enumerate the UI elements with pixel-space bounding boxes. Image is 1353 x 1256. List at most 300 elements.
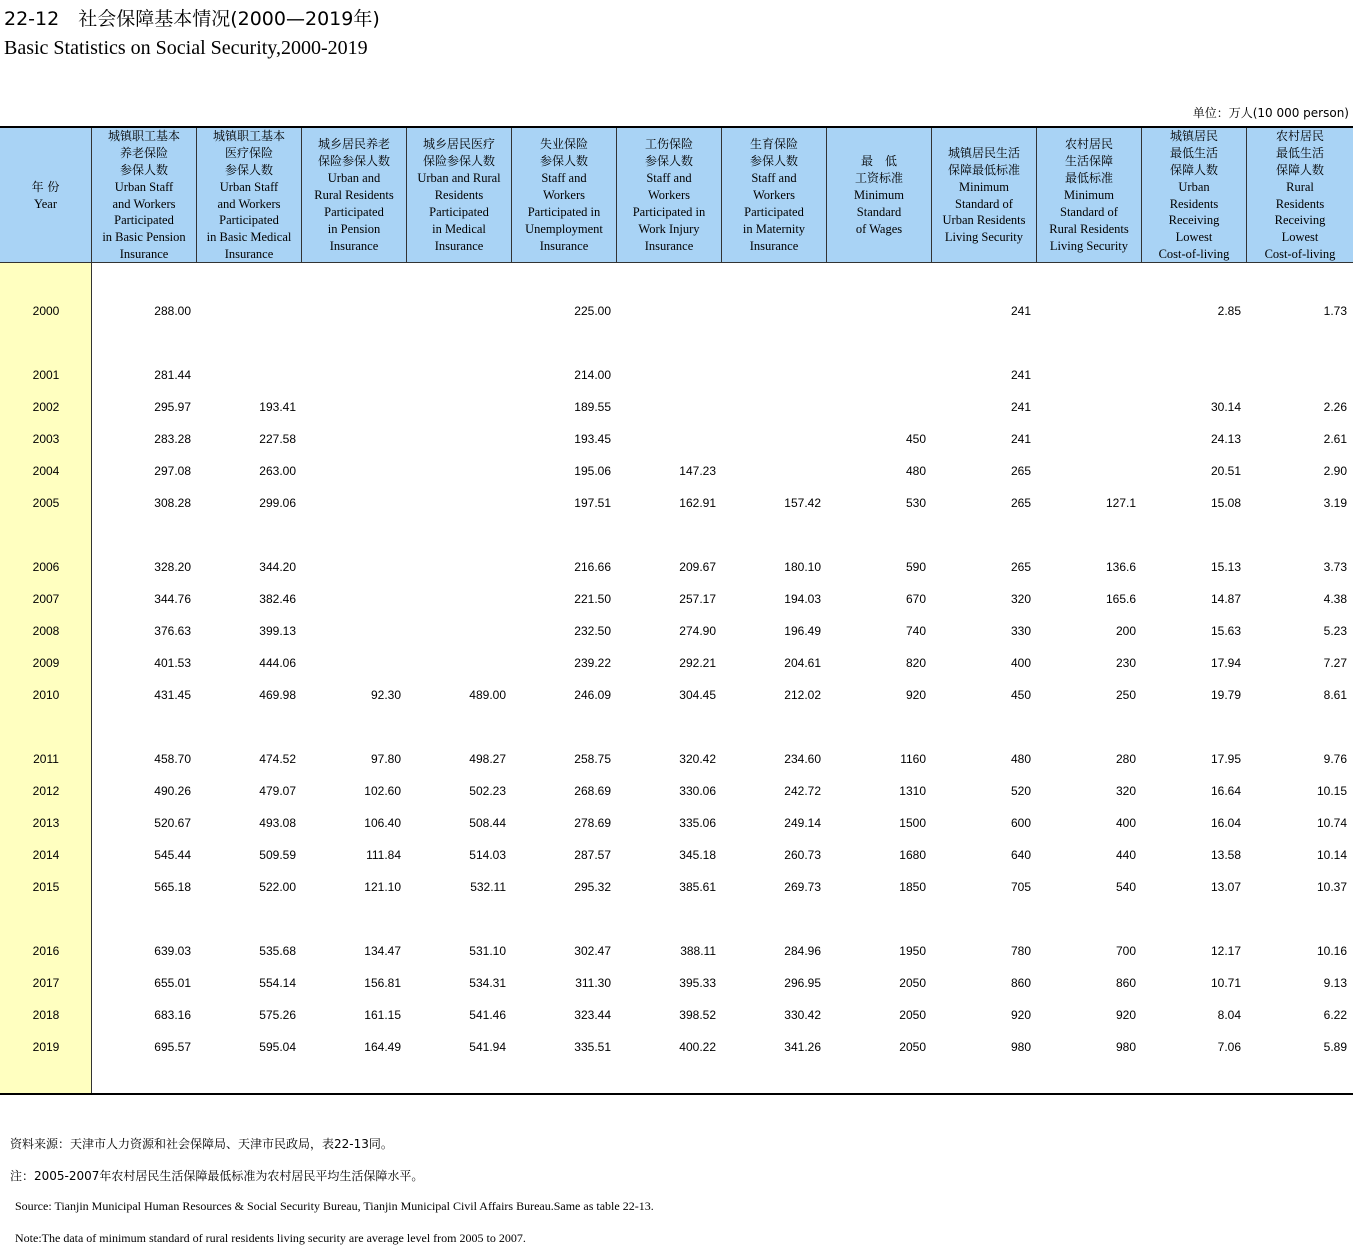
value-cell: 16.04	[1210, 816, 1241, 830]
column-header-5	[512, 128, 617, 263]
header-bottom-rule	[0, 262, 1353, 263]
table-row	[0, 846, 1353, 866]
value-cell: 302.47	[574, 944, 611, 958]
value-cell: 127.1	[1105, 496, 1136, 510]
value-cell: 214.00	[574, 368, 611, 382]
value-cell: 12.17	[1210, 944, 1241, 958]
value-cell: 189.55	[574, 400, 611, 414]
column-header-en-line: Rural	[1286, 179, 1314, 194]
value-cell: 2.61	[1323, 432, 1347, 446]
value-cell: 450	[905, 432, 926, 446]
value-cell: 400.22	[679, 1040, 716, 1054]
year-cell: 2012	[32, 784, 60, 798]
value-cell: 5.23	[1323, 624, 1347, 638]
value-cell: 695.57	[154, 1040, 191, 1054]
value-cell: 241	[1010, 400, 1031, 414]
value-cell: 274.90	[679, 624, 716, 638]
column-header-en-line: Standard	[856, 204, 902, 219]
column-header-en-line: Staff and	[751, 171, 797, 186]
year-cell: 2005	[32, 496, 60, 510]
value-cell: 10.15	[1316, 784, 1347, 798]
value-cell: 295.97	[154, 400, 191, 414]
value-cell: 7.27	[1323, 656, 1347, 670]
column-header-en-line: Insurance	[749, 238, 799, 253]
column-header-zh-line: 生活保障	[1064, 154, 1113, 169]
column-header-zh-line: 生育保险	[749, 137, 798, 152]
value-cell: 10.16	[1316, 944, 1347, 958]
value-cell: 655.01	[154, 976, 191, 990]
value-cell: 541.46	[469, 1008, 506, 1022]
column-header-zh-line: 城镇居民生活	[947, 145, 1020, 160]
year-cell: 2003	[32, 432, 60, 446]
table-row	[0, 622, 1353, 642]
value-cell: 540	[1115, 880, 1136, 894]
column-header-zh-line: 最 低	[860, 154, 897, 169]
column-header-6	[617, 128, 722, 263]
column-header-en-line: Staff and	[646, 171, 692, 186]
value-cell: 980	[1010, 1040, 1031, 1054]
value-cell: 216.66	[574, 560, 611, 574]
value-cell: 241	[1010, 304, 1031, 318]
column-header-en-line: in Basic Medical	[206, 230, 292, 245]
value-cell: 535.68	[259, 944, 296, 958]
column-header-zh-line: 参保人数	[749, 154, 798, 169]
year-cell: 2011	[33, 752, 59, 766]
column-header-zh-line: 城乡居民养老	[317, 137, 390, 152]
value-cell: 102.60	[364, 784, 401, 798]
value-cell: 469.98	[259, 688, 296, 702]
value-cell: 398.52	[679, 1008, 716, 1022]
value-cell: 284.96	[784, 944, 821, 958]
value-cell: 165.6	[1105, 592, 1136, 606]
value-cell: 320.42	[679, 752, 716, 766]
value-cell: 9.76	[1323, 752, 1347, 766]
table-row	[0, 974, 1353, 994]
column-header-en-line: Participated in	[527, 204, 601, 219]
value-cell: 10.71	[1210, 976, 1241, 990]
value-cell: 162.91	[679, 496, 716, 510]
table-bottom-rule	[0, 1093, 1353, 1095]
value-cell: 304.45	[679, 688, 716, 702]
column-header-zh-line: 保险参保人数	[317, 154, 390, 169]
value-cell: 330	[1010, 624, 1031, 638]
column-header-en-line: Rural Residents	[314, 188, 394, 203]
column-header-10	[1037, 128, 1142, 263]
column-header-zh-line: 城镇居民	[1169, 128, 1218, 143]
value-cell: 670	[905, 592, 926, 606]
column-header-zh-line: 失业保险	[539, 137, 588, 152]
column-header-en-line: Participated	[219, 213, 279, 228]
value-cell: 17.95	[1210, 752, 1241, 766]
value-cell: 575.26	[259, 1008, 296, 1022]
value-cell: 13.07	[1210, 880, 1241, 894]
value-cell: 444.06	[259, 656, 296, 670]
value-cell: 209.67	[679, 560, 716, 574]
value-cell: 194.03	[784, 592, 821, 606]
value-cell: 2.26	[1323, 400, 1347, 414]
year-cell: 2019	[32, 1040, 60, 1054]
value-cell: 136.6	[1105, 560, 1136, 574]
year-cell: 2018	[32, 1008, 60, 1022]
value-cell: 376.63	[154, 624, 191, 638]
value-cell: 431.45	[154, 688, 191, 702]
column-header-en-line: Workers	[752, 188, 796, 203]
column-header-zh-line: 最低生活	[1275, 145, 1324, 160]
value-cell: 705	[1010, 880, 1031, 894]
value-cell: 239.22	[574, 656, 611, 670]
year-cell: 2006	[32, 560, 60, 574]
column-header-0	[0, 128, 92, 263]
column-header-2	[197, 128, 302, 263]
value-cell: 5.89	[1323, 1040, 1347, 1054]
column-header-zh-line: 保障人数	[1169, 162, 1218, 177]
table-row	[0, 782, 1353, 802]
year-cell: 2016	[32, 944, 60, 958]
value-cell: 520	[1010, 784, 1031, 798]
value-cell: 193.45	[574, 432, 611, 446]
value-cell: 531.10	[469, 944, 506, 958]
value-cell: 1310	[899, 784, 926, 798]
table-row	[0, 398, 1353, 418]
value-cell: 532.11	[470, 880, 506, 894]
column-header-en-line: Urban and Rural	[417, 171, 501, 186]
column-header-en-line: Participated	[324, 204, 384, 219]
column-header-en-line: Lowest	[1175, 230, 1213, 245]
column-header-en-line: Workers	[647, 188, 691, 203]
value-cell: 180.10	[784, 560, 821, 574]
value-cell: 920	[905, 688, 926, 702]
value-cell: 269.73	[784, 880, 821, 894]
value-cell: 490.26	[154, 784, 191, 798]
column-header-en-line: Urban Residents	[942, 213, 1026, 228]
value-cell: 241	[1010, 432, 1031, 446]
value-cell: 328.20	[154, 560, 191, 574]
value-cell: 980	[1115, 1040, 1136, 1054]
value-cell: 20.51	[1210, 464, 1241, 478]
footnote-note-cn: 注：2005-2007年农村居民生活保障最低标准为农村居民平均生活保障水平。	[10, 1169, 424, 1183]
value-cell: 161.15	[364, 1008, 401, 1022]
column-header-en-line: Work Injury	[638, 221, 700, 236]
column-header-zh-line: 工伤保险	[644, 137, 693, 152]
column-header-en-line: Participated	[429, 204, 489, 219]
value-cell: 258.75	[574, 752, 611, 766]
column-header-zh-line: 城镇职工基本	[212, 128, 285, 143]
column-header-en-line: Urban Staff	[114, 179, 174, 194]
value-cell: 283.28	[154, 432, 191, 446]
value-cell: 212.02	[784, 688, 821, 702]
column-header-en-line: in Basic Pension	[102, 230, 186, 245]
year-cell: 2001	[32, 368, 60, 382]
value-cell: 13.58	[1210, 848, 1241, 862]
column-header-en-line: Living Security	[944, 230, 1024, 245]
value-cell: 1680	[899, 848, 926, 862]
value-cell: 740	[905, 624, 926, 638]
column-header-zh-line: 最低标准	[1064, 171, 1113, 186]
value-cell: 246.09	[574, 688, 611, 702]
value-cell: 241	[1010, 368, 1031, 382]
value-cell: 2.85	[1217, 304, 1241, 318]
value-cell: 280	[1115, 752, 1136, 766]
value-cell: 9.13	[1323, 976, 1347, 990]
value-cell: 820	[905, 656, 926, 670]
value-cell: 225.00	[574, 304, 611, 318]
table-row	[0, 654, 1353, 674]
value-cell: 281.44	[154, 368, 191, 382]
value-cell: 111.84	[366, 848, 401, 862]
value-cell: 440	[1115, 848, 1136, 862]
value-cell: 265	[1010, 560, 1031, 574]
column-header-en-line: in Medical	[432, 221, 486, 236]
value-cell: 257.17	[679, 592, 716, 606]
value-cell: 260.73	[784, 848, 821, 862]
column-header-en-line: Urban	[1178, 179, 1210, 194]
column-header-zh-line: 农村居民	[1064, 137, 1113, 152]
column-header-en-line: Insurance	[434, 238, 484, 253]
value-cell: 1950	[899, 944, 926, 958]
footnote-source-en: Source: Tianjin Municipal Human Resources & Social Security Bureau, Tianjin Municipal Civil Affairs Bureau.Same as table 22-13.	[15, 1199, 654, 1213]
value-cell: 514.03	[469, 848, 506, 862]
column-header-12	[1247, 128, 1353, 263]
column-header-en-line: Minimum	[853, 188, 904, 203]
value-cell: 344.20	[259, 560, 296, 574]
value-cell: 8.61	[1323, 688, 1347, 702]
value-cell: 2050	[899, 1008, 926, 1022]
column-header-zh-line: 城乡居民医疗	[422, 137, 495, 152]
value-cell: 4.38	[1323, 592, 1347, 606]
value-cell: 2.90	[1323, 464, 1347, 478]
value-cell: 534.31	[469, 976, 506, 990]
value-cell: 1500	[899, 816, 926, 830]
column-header-en-line: in Maternity	[742, 221, 806, 236]
column-header-zh-line: 参保人数	[119, 162, 168, 177]
value-cell: 156.81	[364, 976, 401, 990]
value-cell: 24.13	[1210, 432, 1241, 446]
table-row	[0, 686, 1353, 706]
value-cell: 320	[1010, 592, 1031, 606]
value-cell: 295.32	[574, 880, 611, 894]
column-header-en-line: Staff and	[541, 171, 587, 186]
value-cell: 522.00	[259, 880, 296, 894]
table-row	[0, 302, 1353, 322]
value-cell: 683.16	[154, 1008, 191, 1022]
column-header-en-line: Standard of	[955, 196, 1013, 211]
value-cell: 493.08	[259, 816, 296, 830]
value-cell: 6.22	[1323, 1008, 1347, 1022]
value-cell: 480	[905, 464, 926, 478]
value-cell: 1.73	[1323, 304, 1347, 318]
value-cell: 520.67	[154, 816, 191, 830]
value-cell: 7.06	[1217, 1040, 1241, 1054]
value-cell: 250	[1115, 688, 1136, 702]
column-header-en-line: Insurance	[644, 238, 694, 253]
value-cell: 595.04	[259, 1040, 296, 1054]
column-header-en-line: Receiving	[1274, 213, 1326, 228]
value-cell: 1850	[899, 880, 926, 894]
column-header-zh-line: 最低生活	[1169, 145, 1218, 160]
value-cell: 10.37	[1316, 880, 1347, 894]
value-cell: 106.40	[364, 816, 401, 830]
value-cell: 1160	[900, 752, 926, 766]
column-header-en-line: and Workers	[112, 196, 176, 211]
column-header-en-line: Receiving	[1168, 213, 1220, 228]
value-cell: 323.44	[574, 1008, 611, 1022]
value-cell: 297.08	[154, 464, 191, 478]
value-cell: 242.72	[784, 784, 821, 798]
value-cell: 197.51	[574, 496, 611, 510]
table-row	[0, 1038, 1353, 1058]
column-header-9	[932, 128, 1037, 263]
table-row	[0, 430, 1353, 450]
value-cell: 565.18	[154, 880, 191, 894]
value-cell: 3.73	[1323, 560, 1347, 574]
column-header-zh-line: 医疗保险	[224, 145, 273, 160]
value-cell: 450	[1010, 688, 1031, 702]
value-cell: 401.53	[154, 656, 191, 670]
value-cell: 17.94	[1210, 656, 1241, 670]
value-cell: 230	[1115, 656, 1136, 670]
column-header-zh-line: 养老保险	[119, 145, 168, 160]
column-header-en-line: Workers	[542, 188, 586, 203]
column-header-11	[1142, 128, 1247, 263]
value-cell: 395.33	[679, 976, 716, 990]
table-row	[0, 366, 1353, 386]
column-header-zh-line: 参保人数	[224, 162, 273, 177]
column-header-en-line: Residents	[434, 188, 484, 203]
value-cell: 204.61	[784, 656, 821, 670]
value-cell: 508.44	[469, 816, 506, 830]
value-cell: 3.19	[1323, 496, 1347, 510]
column-header-7	[722, 128, 827, 263]
column-header-en-line: Cost-of-living	[1264, 247, 1336, 262]
column-header-en-line: Unemployment	[525, 221, 603, 236]
table-row	[0, 558, 1353, 578]
value-cell: 265	[1010, 496, 1031, 510]
value-cell: 860	[1010, 976, 1031, 990]
value-cell: 19.79	[1210, 688, 1241, 702]
value-cell: 640	[1010, 848, 1031, 862]
value-cell: 296.95	[784, 976, 821, 990]
value-cell: 121.10	[364, 880, 401, 894]
column-header-en-line: Urban Staff	[219, 179, 279, 194]
value-cell: 590	[905, 560, 926, 574]
value-cell: 278.69	[574, 816, 611, 830]
value-cell: 15.63	[1210, 624, 1241, 638]
year-cell: 2008	[32, 624, 60, 638]
value-cell: 554.14	[259, 976, 296, 990]
year-cell: 2004	[32, 464, 60, 478]
value-cell: 344.76	[154, 592, 191, 606]
year-cell: 2007	[32, 592, 60, 606]
value-cell: 15.08	[1210, 496, 1241, 510]
column-header-3	[302, 128, 407, 263]
column-header-en-line: Minimum	[958, 179, 1009, 194]
page-title-en: Basic Statistics on Social Security,2000-2019	[4, 37, 368, 59]
value-cell: 10.74	[1316, 816, 1347, 830]
unit-label: 单位：万人(10 000 person)	[1192, 106, 1349, 120]
column-header-zh-line: 农村居民	[1275, 128, 1324, 143]
year-cell: 2010	[32, 688, 60, 702]
value-cell: 474.52	[259, 752, 296, 766]
value-cell: 221.50	[574, 592, 611, 606]
value-cell: 541.94	[469, 1040, 506, 1054]
value-cell: 545.44	[154, 848, 191, 862]
column-header-en-line: Insurance	[224, 247, 274, 262]
value-cell: 200	[1115, 624, 1136, 638]
value-cell: 600	[1010, 816, 1031, 830]
value-cell: 330.06	[679, 784, 716, 798]
column-header-en-line: Standard of	[1060, 204, 1118, 219]
value-cell: 147.23	[679, 464, 716, 478]
value-cell: 15.13	[1210, 560, 1241, 574]
column-header-en-line: in Pension	[327, 221, 381, 236]
column-header-zh-line: 工资标准	[854, 171, 903, 186]
value-cell: 14.87	[1210, 592, 1241, 606]
column-header-zh-line: 参保人数	[539, 154, 588, 169]
value-cell: 308.28	[154, 496, 191, 510]
value-cell: 530	[905, 496, 926, 510]
year-column-shade	[0, 263, 92, 1094]
column-header-zh-line: 年 份	[31, 179, 60, 194]
value-cell: 345.18	[679, 848, 716, 862]
table-row	[0, 1006, 1353, 1026]
year-cell: 2002	[32, 400, 60, 414]
value-cell: 292.21	[679, 656, 716, 670]
value-cell: 385.61	[679, 880, 716, 894]
column-header-en-line: Participated	[744, 204, 804, 219]
value-cell: 196.49	[784, 624, 821, 638]
table-row	[0, 878, 1353, 898]
value-cell: 97.80	[370, 752, 401, 766]
year-cell: 2014	[32, 848, 60, 862]
footnote-source-cn: 资料来源：天津市人力资源和社会保障局、天津市民政局，表22-13同。	[10, 1137, 393, 1151]
column-header-en-line: Rural Residents	[1049, 221, 1129, 236]
value-cell: 227.58	[259, 432, 296, 446]
column-header-en-line: Residents	[1275, 196, 1325, 211]
value-cell: 320	[1115, 784, 1136, 798]
value-cell: 2050	[899, 1040, 926, 1054]
column-header-en-line: Insurance	[539, 238, 589, 253]
value-cell: 639.03	[154, 944, 191, 958]
year-cell: 2009	[32, 656, 60, 670]
column-header-4	[407, 128, 512, 263]
value-cell: 287.57	[574, 848, 611, 862]
column-header-en-line: Year	[33, 196, 58, 211]
footnote-note-en: Note:The data of minimum standard of rural residents living security are average level from 2005 to 2007.	[15, 1231, 526, 1245]
year-cell: 2000	[32, 304, 60, 318]
value-cell: 311.30	[575, 976, 611, 990]
value-cell: 92.30	[370, 688, 401, 702]
value-cell: 30.14	[1210, 400, 1241, 414]
value-cell: 458.70	[154, 752, 191, 766]
value-cell: 193.41	[259, 400, 296, 414]
column-header-1	[92, 128, 197, 263]
table-row	[0, 750, 1353, 770]
value-cell: 157.42	[784, 496, 821, 510]
value-cell: 498.27	[469, 752, 506, 766]
value-cell: 489.00	[469, 688, 506, 702]
value-cell: 502.23	[469, 784, 506, 798]
value-cell: 780	[1010, 944, 1031, 958]
table-row	[0, 494, 1353, 514]
value-cell: 330.42	[784, 1008, 821, 1022]
column-header-en-line: Residents	[1169, 196, 1219, 211]
value-cell: 265	[1010, 464, 1031, 478]
value-cell: 341.26	[784, 1040, 821, 1054]
column-header-zh-line: 参保人数	[644, 154, 693, 169]
value-cell: 399.13	[259, 624, 296, 638]
value-cell: 860	[1115, 976, 1136, 990]
value-cell: 299.06	[259, 496, 296, 510]
